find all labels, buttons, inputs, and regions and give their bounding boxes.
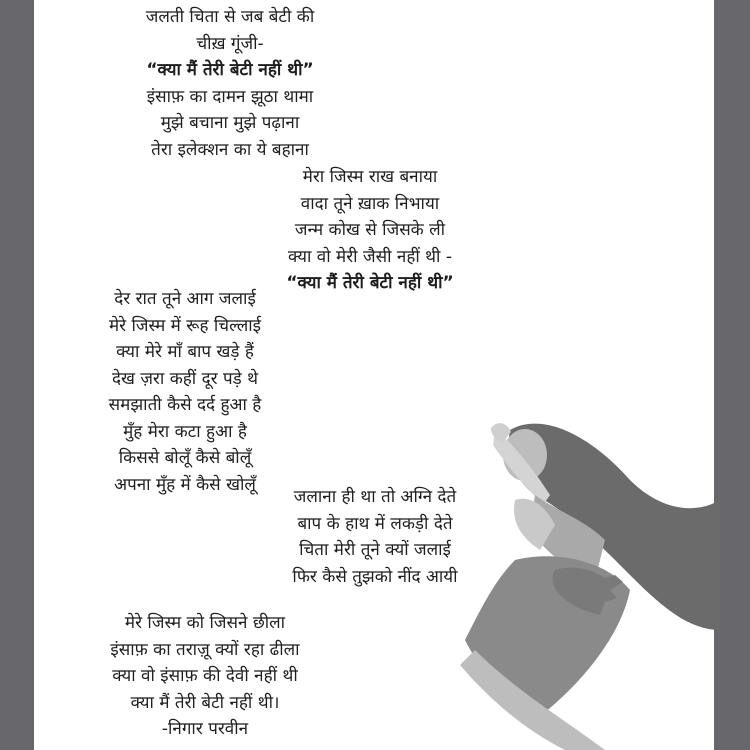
poem-line: समझाती कैसे दर्द हुआ है [108, 395, 262, 415]
poem-line: जलती चिता से जब बेटी की [145, 7, 315, 27]
poem-line: इंसाफ़ का तराज़ू क्यों रहा ढीला [110, 639, 300, 660]
poem-line: क्या मैं तेरी बेटी नहीं थी। [130, 692, 280, 713]
poem-line: किससे बोलूँ कैसे बोलूँ [118, 448, 252, 468]
poem-line: क्या वो इंसाफ़ की देवी नहीं थी [112, 666, 298, 686]
poem-line: मेरे जिस्म को जिसने छीला [124, 613, 286, 633]
poem-line: क्या वो मेरी जैसी नहीं थी - [288, 246, 452, 267]
poem-line: मेरा जिस्म राख बनाया [302, 167, 438, 187]
poem-stanza-3 [70, 286, 300, 498]
poem-line: अपना मुँह में कैसे खोलूँ [114, 474, 256, 495]
poem-line: देख ज़रा कहीं दूर पड़े थे [111, 368, 258, 389]
poem-stanza-1 [60, 4, 400, 163]
poem-line: जलाना ही था तो अग्नि देते [293, 487, 457, 507]
poem-author: -निगार परवीन [161, 719, 249, 739]
poem-line: इंसाफ़ का दामन झूठा थामा [146, 86, 314, 107]
poem-refrain-line: “क्या मैं तेरी बेटी नहीं थी” [146, 60, 314, 80]
poem-line: मेरे जिस्म में रूह चिल्लाई [108, 315, 262, 336]
left-border-bar [0, 0, 34, 750]
poem-stanza-2 [230, 164, 510, 297]
poem-line: मुझे बचाना मुझे पढ़ाना [160, 113, 300, 133]
poem-line: चीख़ गूंजी- [196, 33, 264, 54]
poem-line: क्या मेरे माँ बाप खड़े हैं [116, 342, 254, 362]
poem-line: तेरा इलेक्शन का ये बहाना [151, 139, 309, 160]
poem-line: वादा तूने ख़ाक निभाया [300, 193, 440, 214]
grieving-woman-figure-icon [455, 400, 720, 750]
poem-line: फिर कैसे तुझको नींद आयी [292, 566, 458, 587]
poem-line: मुँह मेरा कटा हुआ है [123, 421, 247, 442]
poem-refrain-line: “क्या मैं तेरी बेटी नहीं थी” [286, 273, 454, 293]
poem-line: देर रात तूने आग जलाई [114, 289, 256, 309]
poem-stanza-5 [50, 610, 360, 743]
poem-line: जन्म कोख से जिसके ली [294, 220, 446, 240]
poem-line: चिता मेरी तूने क्यों जलाई [299, 540, 451, 560]
poem-line: बाप के हाथ में लकड़ी देते [297, 513, 453, 534]
